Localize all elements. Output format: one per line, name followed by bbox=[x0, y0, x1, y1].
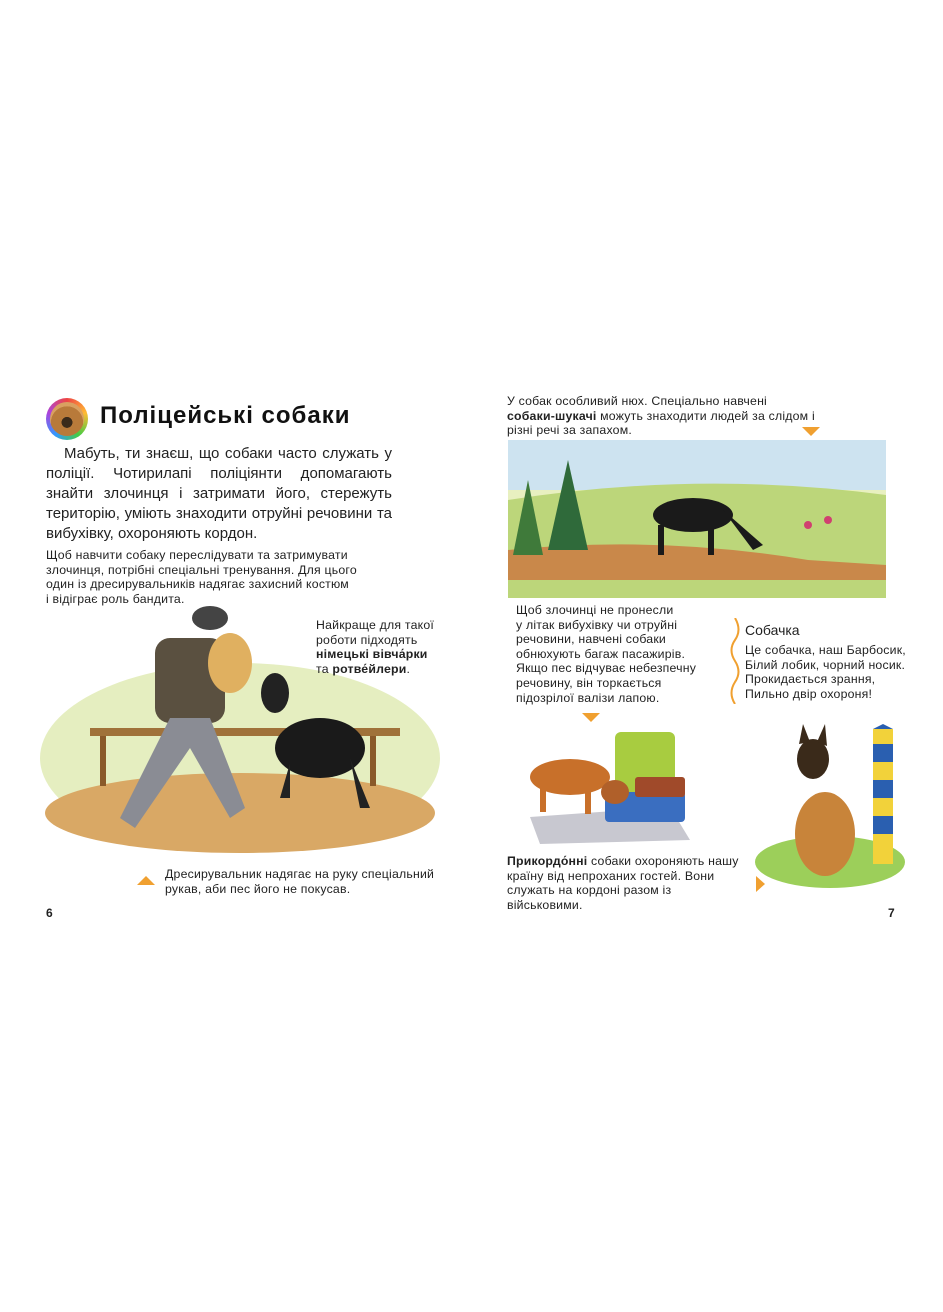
text-line: речовину, він торкається bbox=[516, 675, 662, 690]
text-line: і відіграє роль бандита. bbox=[46, 591, 185, 606]
text-line: Дресирувальник надягає на руку спеціальний bbox=[165, 867, 435, 881]
border-dog-illustration bbox=[755, 724, 905, 889]
title-dog-icon bbox=[46, 398, 88, 440]
text-fragment: собаки охороняють нашу країну від непроханих гостей. Вони служать на кордоні разом із військовими. bbox=[507, 854, 739, 912]
breed-rottweiler: ротве́йлери bbox=[332, 661, 407, 676]
page-number-left: 6 bbox=[46, 906, 53, 920]
tracking-dog-illustration bbox=[508, 440, 886, 598]
text-line: роботи підходять bbox=[316, 632, 418, 647]
poem-line: Пильно двір охороня! bbox=[745, 686, 873, 701]
triangle-down-icon bbox=[802, 427, 820, 436]
poem-line: Білий лобик, чорний носик. bbox=[745, 657, 906, 672]
intro-paragraph: Мабуть, ти знаєш, що собаки часто служать у поліції. Чотирилапі поліціянти допомагають знайти злочинця і затримати його, стережуть територію, уміють знаходити отруйні речовини та вибухівку, охороняють кордон. bbox=[46, 445, 392, 542]
luggage-paragraph bbox=[516, 603, 716, 705]
page-number-right: 7 bbox=[888, 906, 895, 920]
poem-wavy-line bbox=[728, 618, 742, 704]
text-fragment: У собак особливий нюх. Спеціально навчені bbox=[507, 394, 767, 408]
text-line: обнюхують багаж пасажирів. bbox=[516, 646, 686, 661]
text-line: Щоб злочинці не пронесли bbox=[516, 603, 674, 617]
text-fragment: . bbox=[406, 661, 411, 676]
poem bbox=[745, 622, 906, 701]
text-line: Найкраще для такої bbox=[316, 618, 435, 632]
text-line: злочинця, потрібні спеціальні тренування. Для цього bbox=[46, 562, 357, 577]
triangle-down-icon bbox=[582, 713, 600, 722]
triangle-up-icon bbox=[137, 876, 155, 885]
breed-german-shepherd: німецькі вівча́рки bbox=[316, 647, 428, 662]
triangle-right-icon bbox=[756, 876, 765, 892]
text-line: Щоб навчити собаку переслідувати та затримувати bbox=[46, 548, 348, 562]
breeds-caption bbox=[316, 618, 441, 676]
search-dogs-paragraph bbox=[507, 394, 817, 438]
term-search-dogs: собаки-шукачі bbox=[507, 408, 597, 423]
text-line: рукав, аби пес його не покусав. bbox=[165, 881, 351, 896]
poem-line: Це собачка, наш Барбосик, bbox=[745, 643, 906, 657]
term-border-dogs: Прикордо́нні bbox=[507, 854, 588, 868]
text-line: один із дресирувальників надягає захисний костюм bbox=[46, 577, 349, 592]
text-fragment: можуть знаходити людей за слідом і різні речі за запахом. bbox=[507, 408, 815, 438]
text-line: підозрілої валізи лапою. bbox=[516, 690, 660, 705]
poem-line: Прокидається зрання, bbox=[745, 672, 876, 687]
text-line: речовини, навчені собаки bbox=[516, 632, 666, 647]
poem-title: Собачка bbox=[745, 622, 800, 638]
page-title: Поліцейські собаки bbox=[100, 402, 351, 429]
text-line: Якщо пес відчуває небезпечну bbox=[516, 661, 697, 676]
text-line: у літак вибухівку чи отруйні bbox=[516, 617, 678, 632]
text-fragment: та bbox=[316, 661, 333, 676]
sleeve-caption bbox=[165, 867, 445, 896]
luggage-dog-illustration bbox=[520, 722, 692, 847]
border-dogs-paragraph bbox=[507, 854, 742, 912]
